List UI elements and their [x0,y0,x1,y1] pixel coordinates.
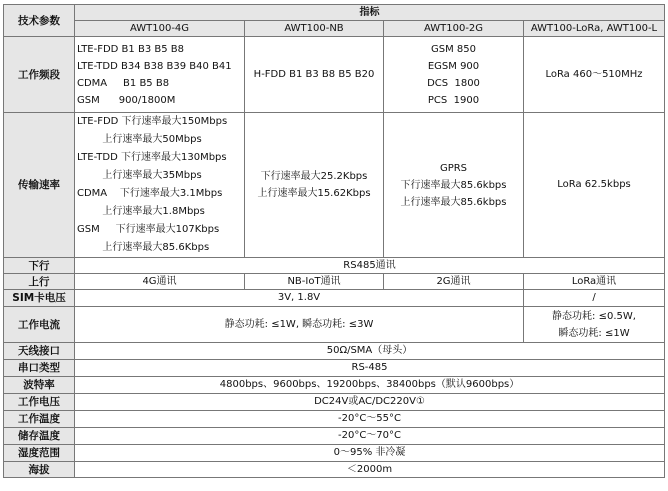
temp-value: -20°C～55°C [75,411,665,428]
freq-2g-line: PCS 1900 [427,94,480,106]
spec-table [3,4,665,478]
freq-4g-line: LTE-TDD B34 B38 B39 B40 B41 [77,60,232,72]
freq-label: 工作频段 [4,37,75,113]
serial-label: 串口类型 [4,360,75,377]
rate-nb-line: 上行速率最大15.62Kbps [257,188,371,199]
storage-label: 储存温度 [4,428,75,445]
rate-4g-line: 上行速率最大50Mbps [77,134,202,145]
row-antenna [4,343,665,360]
current-value: 静态功耗: ≤1W, 瞬态功耗: ≤3W [75,307,524,343]
current-lora-line: 静态功耗: ≤0.5W, [552,310,636,322]
rate-4g-line: 上行速率最大35Mbps [77,170,202,181]
row-storage [4,428,665,445]
uplink-label: 上行 [4,274,75,290]
freq-4g-line: LTE-FDD B1 B3 B5 B8 [77,43,184,55]
uplink-4g: 4G通讯 [75,274,245,290]
freq-2g-line: GSM 850 [431,43,476,55]
row-rate [4,113,665,258]
freq-lora: LoRa 460～510MHz [524,37,665,113]
rate-4g-line: 上行速率最大85.6Kbps [77,242,210,253]
antenna-value: 50Ω/SMA（母头） [75,343,665,360]
rate-nb-line: 下行速率最大25.2Kbps [260,171,368,182]
current-lora [524,307,665,343]
current-label: 工作电流 [4,307,75,343]
antenna-label: 天线接口 [4,343,75,360]
freq-2g-line: EGSM 900 [427,60,480,72]
baud-value: 4800bps、9600bps、19200bps、38400bps（默认9600bps） [75,377,665,394]
uplink-lora: LoRa通讯 [524,274,665,290]
row-voltage [4,394,665,411]
uplink-nb: NB-IoT通讯 [245,274,384,290]
serial-value: RS-485 [75,360,665,377]
humidity-value: 0～95% 非冷凝 [75,445,665,462]
rate-2g-line: 下行速率最大85.6kbps [400,179,507,191]
model-nb: AWT100-NB [245,21,384,37]
row-current [4,307,665,343]
rate-4g-line: LTE-TDD 下行速率最大130Mbps [77,152,227,163]
temp-label: 工作温度 [4,411,75,428]
voltage-label: 工作电压 [4,394,75,411]
voltage-value: DC24V或AC/DC220V① [75,394,665,411]
row-downlink [4,258,665,274]
downlink-label: 下行 [4,258,75,274]
uplink-2g: 2G通讯 [384,274,524,290]
row-freq [4,37,665,113]
rate-4g-line: LTE-FDD 下行速率最大150Mbps [77,116,228,127]
model-4g: AWT100-4G [75,21,245,37]
row-temp [4,411,665,428]
altitude-label: 海拔 [4,462,75,478]
sim-value: 3V, 1.8V [75,290,524,307]
rate-label: 传输速率 [4,113,75,258]
row-serial [4,360,665,377]
row-uplink [4,274,665,290]
freq-4g [75,37,245,113]
current-lora-line: 瞬态功耗: ≤1W [558,327,630,339]
rate-4g-line: 上行速率最大1.8Mbps [77,206,205,217]
rate-4g-line: GSM 下行速率最大107Kbps [77,224,220,235]
downlink-value: RS485通讯 [75,258,665,274]
freq-2g [384,37,524,113]
storage-value: -20°C～70°C [75,428,665,445]
freq-nb: H-FDD B1 B3 B8 B5 B20 [245,37,384,113]
header-row-2 [4,21,665,37]
sim-lora: / [524,290,665,307]
altitude-value: ＜2000m [75,462,665,478]
sim-label: SIM卡电压 [4,290,75,307]
model-2g: AWT100-2G [384,21,524,37]
rate-4g [75,113,245,258]
spec-header: 指标 [75,5,665,21]
rate-2g-line: GPRS [439,162,468,174]
humidity-label: 湿度范围 [4,445,75,462]
freq-2g-line: DCS 1800 [427,77,480,89]
rate-4g-line: CDMA 下行速率最大3.1Mbps [77,188,223,199]
param-header: 技术参数 [4,5,75,37]
rate-2g [384,113,524,258]
rate-nb [245,113,384,258]
rate-2g-line: 上行速率最大85.6kbps [400,196,507,208]
baud-label: 波特率 [4,377,75,394]
row-sim [4,290,665,307]
freq-4g-line: CDMA B1 B5 B8 [77,77,170,89]
row-altitude [4,462,665,478]
model-lora: AWT100-LoRa, AWT100-L [524,21,665,37]
freq-4g-line: GSM 900/1800M [77,94,176,106]
row-humidity [4,445,665,462]
row-baud [4,377,665,394]
header-row-1 [4,5,665,21]
rate-lora: LoRa 62.5kbps [524,113,665,258]
